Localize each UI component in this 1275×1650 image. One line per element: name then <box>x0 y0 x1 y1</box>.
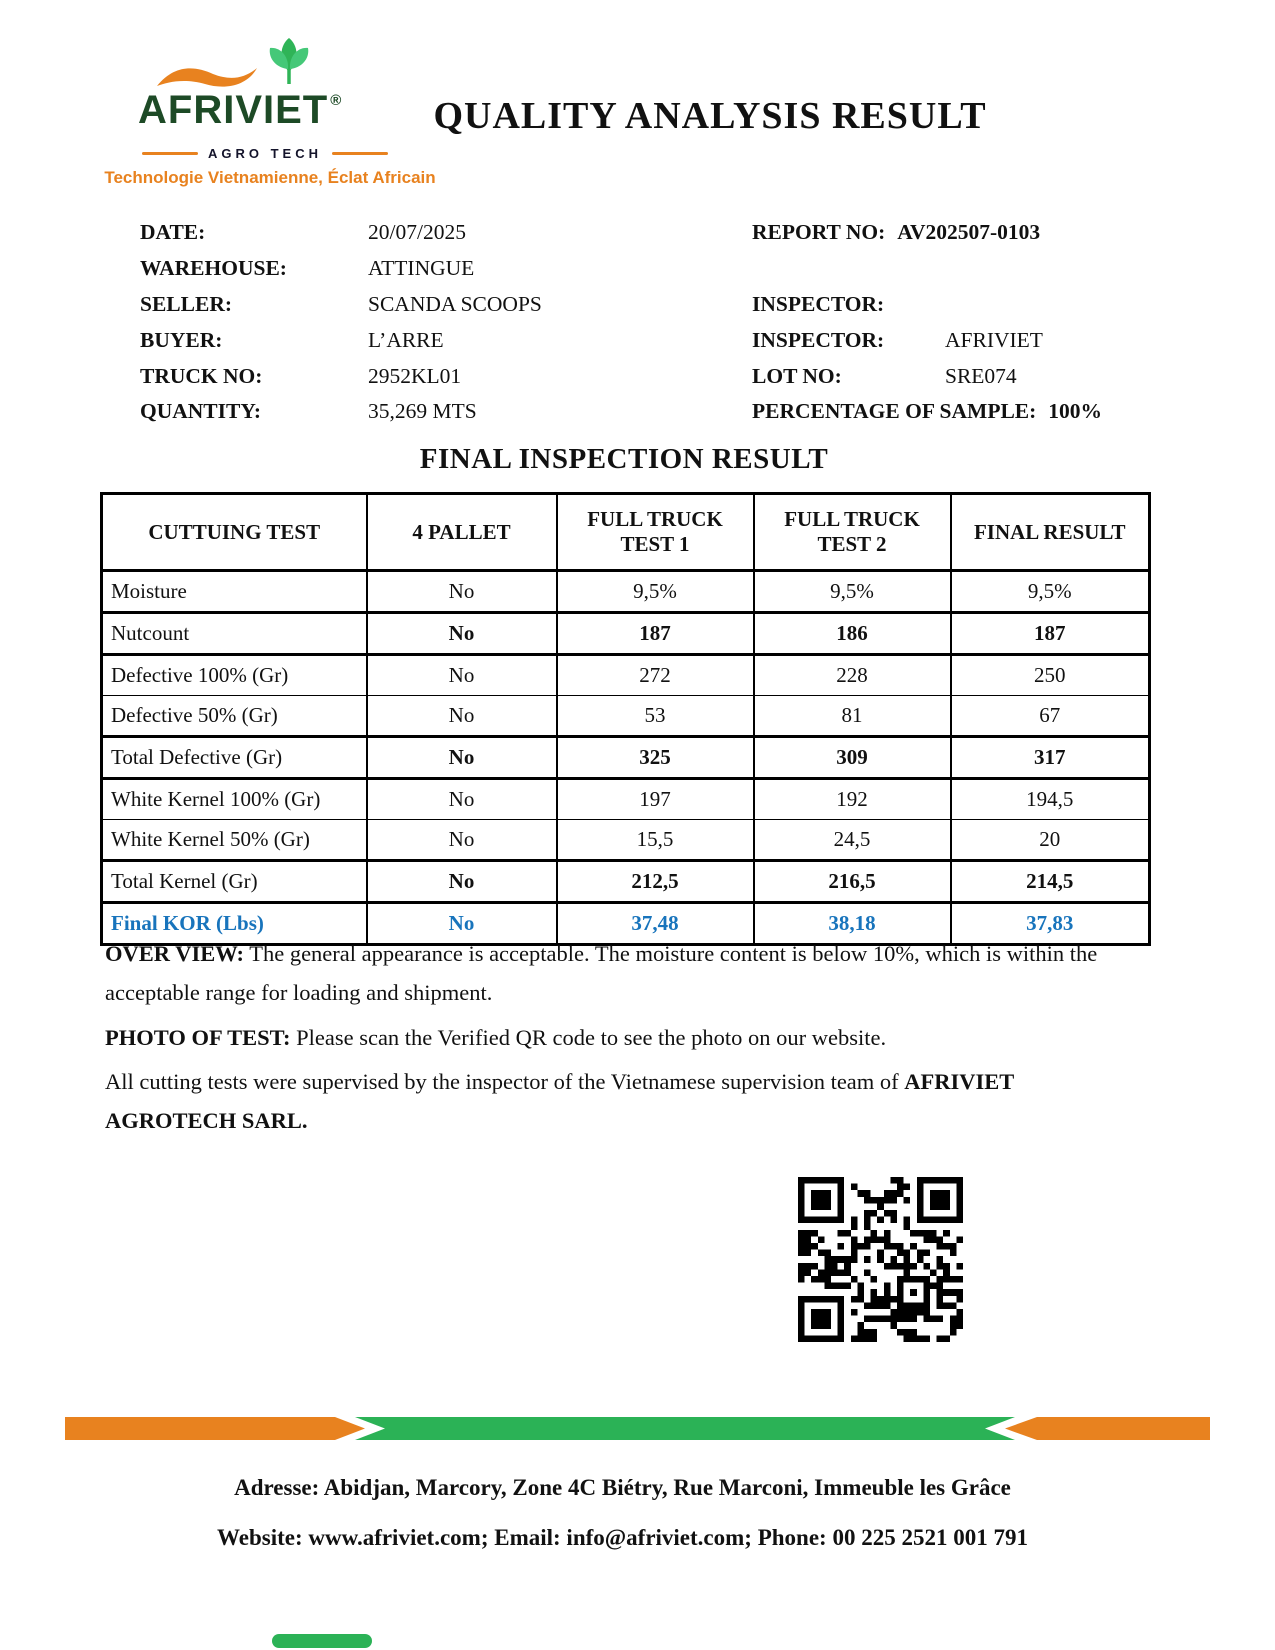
info-row-lot-no <box>752 362 1017 390</box>
info-value: AFRIVIET <box>945 328 1043 352</box>
value-cell: 187 <box>951 613 1150 655</box>
value-cell: 67 <box>951 696 1150 737</box>
value-cell: 325 <box>557 737 754 779</box>
value-cell: 81 <box>754 696 951 737</box>
value-cell: 24,5 <box>754 820 951 861</box>
table-row <box>102 820 1150 861</box>
value-cell: 15,5 <box>557 820 754 861</box>
info-row-date <box>140 218 466 246</box>
info-value: AV202507-0103 <box>897 220 1041 244</box>
table-header: CUTTUING TEST <box>102 494 367 571</box>
table-row <box>102 696 1150 737</box>
value-cell: 212,5 <box>557 861 754 903</box>
banner-orange-right <box>1005 1417 1210 1440</box>
value-cell: 317 <box>951 737 1150 779</box>
row-name-cell: White Kernel 50% (Gr) <box>102 820 367 861</box>
value-cell: 192 <box>754 779 951 820</box>
info-value: ATTINGUE <box>368 256 475 280</box>
info-value: SCANDA SCOOPS <box>368 292 542 316</box>
info-value: 20/07/2025 <box>368 220 466 244</box>
inspection-result-table <box>100 492 1151 946</box>
info-value: L’ARRE <box>368 328 444 352</box>
info-row-warehouse <box>140 254 475 282</box>
brand-subtitle <box>100 146 430 161</box>
brand-subtitle-text: AGRO TECH <box>208 146 322 161</box>
value-cell: 197 <box>557 779 754 820</box>
value-cell: No <box>367 737 557 779</box>
section-title: FINAL INSPECTION RESULT <box>419 443 829 475</box>
info-label: DATE: <box>140 220 206 244</box>
row-name-cell: Moisture <box>102 571 367 613</box>
info-row-buyer <box>140 326 444 354</box>
footer-banner <box>65 1417 1210 1440</box>
row-name-cell: White Kernel 100% (Gr) <box>102 779 367 820</box>
table-row <box>102 737 1150 779</box>
value-cell: No <box>367 613 557 655</box>
table-header: 4 PALLET <box>367 494 557 571</box>
supervision-text: All cutting tests were supervised by the inspector of the Vietnamese supervision team of <box>105 1069 899 1094</box>
value-cell: 228 <box>754 655 951 696</box>
info-label: REPORT NO: <box>752 220 886 244</box>
table-row <box>102 655 1150 696</box>
value-cell: 37,48 <box>557 903 754 945</box>
info-row-inspector <box>752 326 1043 354</box>
value-cell: No <box>367 779 557 820</box>
value-cell: 37,83 <box>951 903 1150 945</box>
brand-text: AFRIVIET <box>138 88 329 132</box>
table-row <box>102 571 1150 613</box>
dash-left <box>142 152 198 155</box>
value-cell: 53 <box>557 696 754 737</box>
info-label: QUANTITY: <box>140 399 262 423</box>
info-value: 2952KL01 <box>368 364 462 388</box>
info-row-seller <box>140 290 542 318</box>
table-row <box>102 613 1150 655</box>
value-cell: No <box>367 571 557 613</box>
table-header: FINAL RESULT <box>951 494 1150 571</box>
value-cell: 214,5 <box>951 861 1150 903</box>
registered-mark: ® <box>330 92 343 109</box>
banner-orange-left <box>65 1417 365 1440</box>
table-row <box>102 779 1150 820</box>
row-name-cell: Defective 50% (Gr) <box>102 696 367 737</box>
footer-contact: Website: www.afriviet.com; Email: info@afriviet.com; Phone: 00 225 2521 001 791 <box>217 1525 1028 1550</box>
info-row-inspector <box>752 290 884 318</box>
value-cell: 272 <box>557 655 754 696</box>
info-label: TRUCK NO: <box>140 364 263 388</box>
value-cell: No <box>367 696 557 737</box>
info-row-truck-no <box>140 362 462 390</box>
footer-address: Adresse: Abidjan, Marcory, Zone 4C Biétry, Rue Marconi, Immeuble les Grâce <box>234 1475 1011 1500</box>
value-cell: 9,5% <box>557 571 754 613</box>
info-row-report-no <box>752 218 1040 246</box>
overview-text: The general appearance is acceptable. The moisture content is below 10%, which is within the acceptable range for loading and shipment. <box>105 941 1098 1006</box>
info-label: BUYER: <box>140 328 223 352</box>
row-name-cell: Final KOR (Lbs) <box>102 903 367 945</box>
value-cell: 186 <box>754 613 951 655</box>
value-cell: 20 <box>951 820 1150 861</box>
table-row <box>102 861 1150 903</box>
supervision-company: AFRIVIET AGROTECH SARL. <box>105 1069 1014 1134</box>
info-row-percentage-of-sample <box>752 397 1102 425</box>
value-cell: 187 <box>557 613 754 655</box>
supervision-paragraph <box>105 1062 1145 1141</box>
row-name-cell: Nutcount <box>102 613 367 655</box>
photo-text: Please scan the Verified QR code to see the photo on our website. <box>296 1025 887 1050</box>
value-cell: 9,5% <box>951 571 1150 613</box>
afriviet-logo <box>100 28 440 203</box>
value-cell: 309 <box>754 737 951 779</box>
row-name-cell: Total Kernel (Gr) <box>102 861 367 903</box>
table-header: FULL TRUCK TEST 1 <box>557 494 754 571</box>
value-cell: No <box>367 820 557 861</box>
info-label: SELLER: <box>140 292 233 316</box>
photo-of-test-paragraph <box>105 1018 1125 1057</box>
photo-label: PHOTO OF TEST: <box>105 1025 291 1050</box>
row-name-cell: Defective 100% (Gr) <box>102 655 367 696</box>
info-label: INSPECTOR: <box>752 328 885 352</box>
leaves-icon <box>260 34 318 92</box>
overview-paragraph <box>105 934 1125 1013</box>
banner-green-middle <box>355 1417 1015 1440</box>
overview-label: OVER VIEW: <box>105 941 244 966</box>
info-value: SRE074 <box>945 364 1017 388</box>
value-cell: No <box>367 655 557 696</box>
value-cell: No <box>367 903 557 945</box>
page-title: QUALITY ANALYSIS RESULT <box>433 95 987 137</box>
value-cell: 9,5% <box>754 571 951 613</box>
brand-name <box>138 88 342 133</box>
info-value: 35,269 MTS <box>368 399 477 423</box>
verified-qr-code <box>798 1177 963 1342</box>
dash-right <box>332 152 388 155</box>
info-row-quantity <box>140 397 477 425</box>
page-bottom-marker <box>272 1634 372 1648</box>
value-cell: 250 <box>951 655 1150 696</box>
info-label: PERCENTAGE OF SAMPLE: <box>752 399 1037 423</box>
info-label: WAREHOUSE: <box>140 256 287 280</box>
info-value: 100% <box>1048 399 1103 423</box>
row-name-cell: Total Defective (Gr) <box>102 737 367 779</box>
table-header: FULL TRUCK TEST 2 <box>754 494 951 571</box>
info-label: LOT NO: <box>752 364 842 388</box>
value-cell: 38,18 <box>754 903 951 945</box>
value-cell: 194,5 <box>951 779 1150 820</box>
info-label: INSPECTOR: <box>752 292 885 316</box>
value-cell: 216,5 <box>754 861 951 903</box>
value-cell: No <box>367 861 557 903</box>
brand-tagline: Technologie Vietnamienne, Éclat Africain <box>104 168 436 187</box>
table-header-row <box>102 494 1150 571</box>
